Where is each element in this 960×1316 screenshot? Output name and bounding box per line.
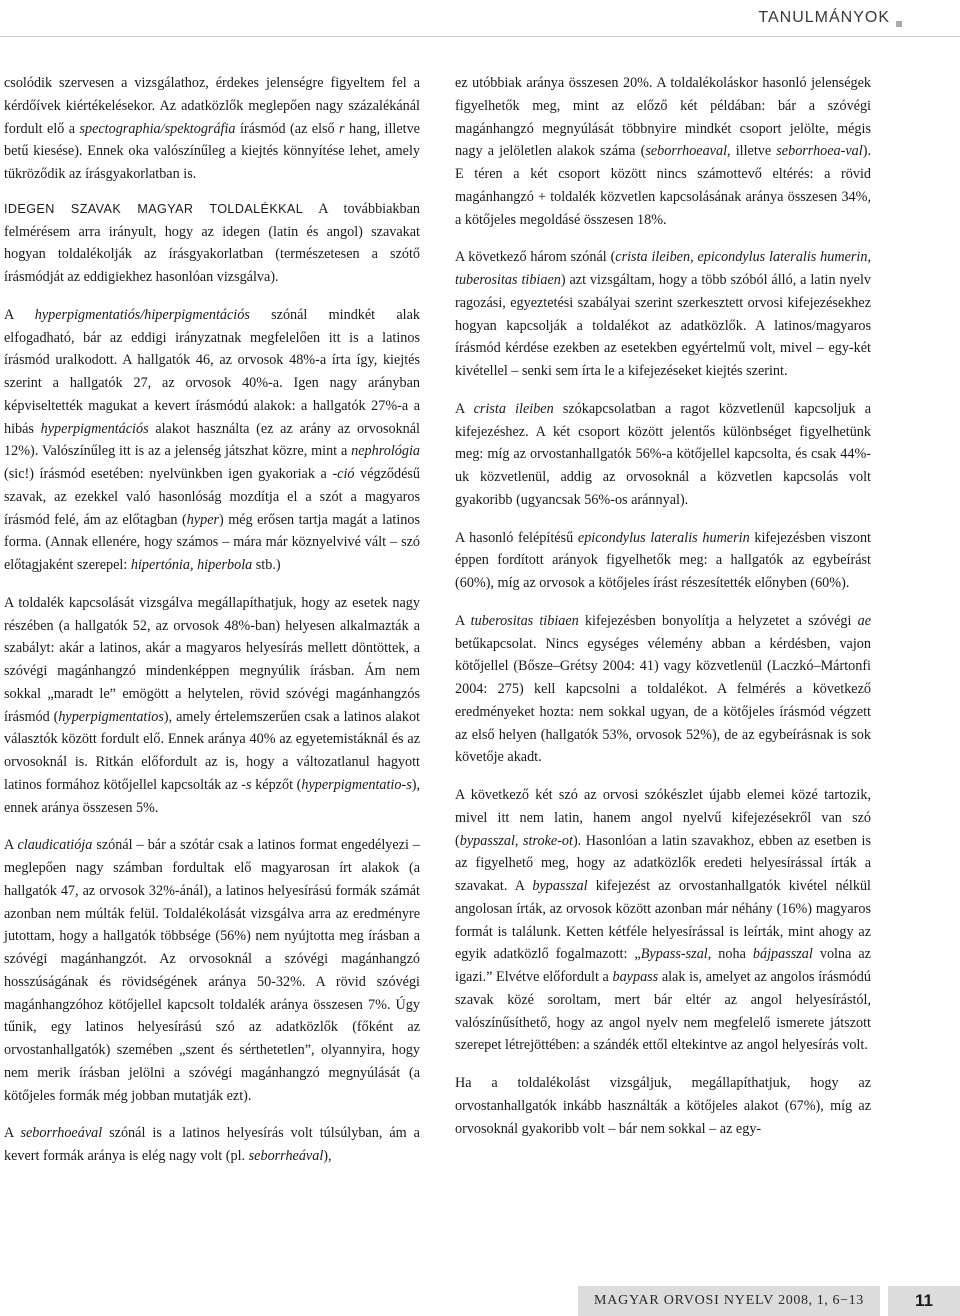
page-footer xyxy=(578,1286,960,1316)
section-label: TANULMÁNYOK xyxy=(758,9,890,26)
paragraph-body: A továbbiakban felmérésem arra irányult, hogy az idegen (latin és angol) szavakat hogyan toldalékolják az írásgyakorlatban (természetesen a szótő írásmódját az eddigiekhez hasonlóan vizsgálva). xyxy=(4,200,420,285)
italic-term: hyperpigmentációs xyxy=(40,420,149,437)
italic-term: seborrhoea-val xyxy=(776,143,863,160)
paragraph: A crista ileiben szókapcsolatban a ragot közvetlenül kapcsoljuk a kifejezéshez. A két csoport között jelentős különbséget figyelhetünk meg: míg az orvostanhallgatók 56%-a kötőjellel kapcsolta, és csak 44%-uk közvetlenül, addig az orvosoknál a közvetlen kapcsolás volt gyakoribb (ugyancsak 56%-os aránnyal). xyxy=(455,400,871,508)
paragraph-with-heading xyxy=(4,198,420,289)
paragraph: A következő három szónál (crista ileiben, epicondylus lateralis humerin, tuberositas tibiaen) azt vizsgáltam, hogy a több szóból álló, a latin nyelv ragozási, egyeztetési szabályai szerint szerkesztett orvosi kifejezésekhez hogyan kapcsolják a toldalékot az adatközlők. A latinos/magyaros írásmód kérdése ezekben az esetekben egyértelmű volt, mivel – egy-két kivétellel – senki sem írta le a kifejezéseket kiejtés szerint. xyxy=(455,249,871,379)
italic-term: r xyxy=(339,120,345,137)
paragraph: A seborrhoeával szónál is a latinos helyesírás volt túlsúlyban, ám a kevert formák aránya is elég nagy volt (pl. seborrheával), xyxy=(4,1125,420,1164)
italic-term: seborrhoeával xyxy=(20,1125,103,1142)
page-number: 11 xyxy=(880,1286,960,1316)
italic-term: hyperpigmentatio-s xyxy=(301,776,412,793)
italic-term: epicondylus lateralis humerin xyxy=(697,249,868,266)
italic-term: nephrológia xyxy=(351,443,420,460)
italic-term: seborrhoeaval xyxy=(645,143,728,160)
paragraph: csolódik szervesen a vizsgálathoz, érdekes jelenségre figyeltem fel a kérdőívek kiértékelésekor. Az adatközlők meglepően nagy százalékánál fordult elő a spectographia/spektográfia írásmód (az első r hang, illetve betű kiesése). Ennek oka valószínűleg a kiejtés könnyítése lehet, amely tükröződik az írásgyakorlatban is. xyxy=(4,75,420,182)
italic-term: crista ileiben xyxy=(473,400,554,417)
italic-term: hyper xyxy=(186,511,220,528)
italic-term: baypass xyxy=(612,969,659,985)
italic-term: claudicatiója xyxy=(17,837,93,854)
italic-term: stroke-ot xyxy=(523,832,573,849)
italic-term: -s xyxy=(241,776,252,793)
italic-term: seborrheával xyxy=(248,1148,324,1164)
section-heading: IDEGEN SZAVAK MAGYAR TOLDALÉKKAL xyxy=(4,201,304,216)
italic-term: bypasszal xyxy=(459,832,515,849)
italic-term: ae xyxy=(857,612,872,629)
right-column xyxy=(455,72,871,1155)
italic-term: bypasszal xyxy=(532,878,588,894)
left-column xyxy=(4,72,420,1183)
header-square-mark xyxy=(896,21,902,27)
italic-term: hyperpigmentatiós/hiperpigmentációs xyxy=(34,306,250,323)
italic-term: tuberositas tibiaen xyxy=(455,272,561,288)
italic-term: hiperbola xyxy=(197,557,253,573)
paragraph: A claudicatiója szónál – bár a szótár csak a latinos format engedélyezi – meglepően nagy számban fordultak elő magyarosan írt alakok (a hallgatók 47, az orvosok 32%-ánál), a latinos helyesírású formák számát azonban nem múlták felül. Toldalékolását vizsgálva arra az eredményre jutottam, hogy a hallgatók többsége (56%) nem nyújtotta meg írásban a szóvégi magánhangzót. Az orvosoknál a szóvégi magánhangzó hosszúságának és rövidségének aránya 50-32%. A rövid szóvégi magánhangzóhoz kötőjellel kapcsolt toldalék aránya összesen 7%. Úgy tűnik, egy latinos helyesírású szó az adatközlők (főként az orvostanhallgatók) szemében „szent és sérthetetlen”, olyannyira, hogy nem merik írásban jelölni a szóvégi magánhangzó megnyúlását (a kötőjeles formák még jobban mutatják ezt). xyxy=(4,837,420,1104)
paragraph: A tuberositas tibiaen kifejezésben bonyolítja a helyzetet a szóvégi ae betűkapcsolat. Nincs egységes vélemény abban a kérdésben, vajon kötőjellel (Bősze–Grétsy 2004: 41) vagy közvetlenül (Laczkó–Mártonfi 2004: 275) kell kapcsolni a toldalékot. A felmérés a következő eredményeket hozta: nem sokkal ugyan, de a kötőjeles írásmód végzett az első helyen (hallgatók 53%, orvosok 52%), de az egybeírásnak is sok követője akadt. xyxy=(455,612,872,766)
paragraph: A hyperpigmentatiós/hiperpigmentációs szónál mindkét alak elfogadható, bár az eddigi irányzatnak megfelelően itt is a latinos írásmód uralkodott. A hallgatók 46, az orvosok 48%-a írta így, kiejtés szerint a hallgatók 27, az orvosok 40%-a. Igen nagy arányban képviseltették magukat a kevert írásmódú alakok: a hallgatók 27%-a a hibás hyperpigmentációs alakot használta (ez az arány az orvosoknál 12%). Valószínűleg itt is az a jelenség játszhat közre, mint a nephrológia (sic!) írásmód esetében: nyelvünkben igen gyakoriak a -ció végződésű szavak, az ezekkel való hasonlóság mozdítja el a szót a magyaros írásmód felé, ám az előtagban (hyper) még erősen tartja magát a latinos forma. (Annak ellenére, hogy számos – mára már köznyelvivé vált – szó előtagjaként szerepel: hipertónia, hiperbola stb.) xyxy=(4,306,420,573)
journal-name: MAGYAR ORVOSI NYELV xyxy=(594,1293,775,1308)
paragraph: A hasonló felépítésű epicondylus lateralis humerin kifejezésben viszont éppen fordított arányok figyelhetők meg: a hallgatók az egybeírást (60%), míg az orvosok a kötőjeles írást részesítették előnyben (60%). xyxy=(455,529,871,591)
issue-info: 2008, 1, 6−13 xyxy=(778,1293,864,1308)
italic-term: tuberositas tibiaen xyxy=(470,612,579,629)
footer-citation xyxy=(578,1286,880,1316)
italic-term: hyperpigmentatios xyxy=(58,708,164,725)
italic-term: crista ileiben xyxy=(615,249,691,266)
paragraph: A toldalék kapcsolását vizsgálva megállapíthatjuk, hogy az esetek nagy részében (a hallgatók 52, az orvosok 48%-ban) helyesen alkalmazták a szabályt: akár a latinos, akár a magyaros helyesírás mellett döntöttek, a szóvégi magánhangzó mindenképpen megnyúlik írásban. Ám nem sokkal „maradt le” emögött a helytelen, rövid szóvégi magánhangzós írásmód (hyperpigmentatios), amely értelemszerűen csak a latinos alakot választók között fordult elő. Ennek aránya 40% az egyetemistáknál és az orvosoknál is. Ritkán előfordult az is, hogy a változatlanul hagyott latinos formához kötőjellel kapcsolták az -s képzőt (hyperpigmentatio-s), ennek aránya összesen 5%. xyxy=(4,594,420,816)
italic-term: epicondylus lateralis humerin xyxy=(577,529,750,546)
italic-term: hipertónia xyxy=(130,557,190,573)
header-rule xyxy=(0,36,960,37)
italic-term: Bypass-szal xyxy=(640,946,708,963)
running-header xyxy=(758,0,902,36)
paragraph: A következő két szó az orvosi szókészlet újabb elemei közé tartozik, mivel itt nem latin, hanem angol nyelvű kifejezésekről van szó (bypasszal, stroke-ot). Hasonlóan a latin szavakhoz, ebben az esetben is az figyelhető meg, hogy az adatközlők eredeti helyesírással írták a szavakat. A bypasszal kifejezést az orvostanhallgatók kivétel nélkül angolosan írták, az orvosok között azonban már néhány (16%) magyaros formát is találunk. Ketten kétféle helyesírással is leírták, mint ahogy az egyik adatközlő fogalmazott: „Bypass-szal, noha bájpasszal volna az igazi.” Elvétve előfordult a baypass alak is, amelyet az angolos írásmódú szavak közé soroltam, mert bár eltér az angol helyesírástól, valószínűsíthető, hogy az angol nyelv nem megfelelő ismerete játszott szerepet létrejöttében: a szándék ettől eltekintve az angol helyesírás volt. xyxy=(455,787,871,1054)
italic-term: spectographia/spektográfia xyxy=(79,120,236,137)
italic-term: -ció xyxy=(332,466,355,482)
italic-term: bájpasszal xyxy=(752,946,813,963)
paragraph: ez utóbbiak aránya összesen 20%. A toldalékoláskor hasonló jelenségek figyelhetők meg, mint az előző két példában: bár a szóvégi magánhangzó megnyúlását többnyire mindkét csoport jelölte, mégis nagy a jelöletlen alakok száma (seborrhoeaval, illetve seborrhoea-val). E téren a két csoport között nincs számottevő eltérés: a rövid magánhangzó + toldalék közvetlen kapcsolásának aránya összesen 34%, a kötőjeles megoldásé összesen 18%. xyxy=(455,75,871,228)
paragraph: Ha a toldalékolást vizsgáljuk, megállapíthatjuk, hogy az orvostanhallgatók inkább használták a kötőjeles alakot (67%), míg az orvosoknál gyakoribb volt – bár nem sokkal – az egy- xyxy=(455,1075,871,1137)
